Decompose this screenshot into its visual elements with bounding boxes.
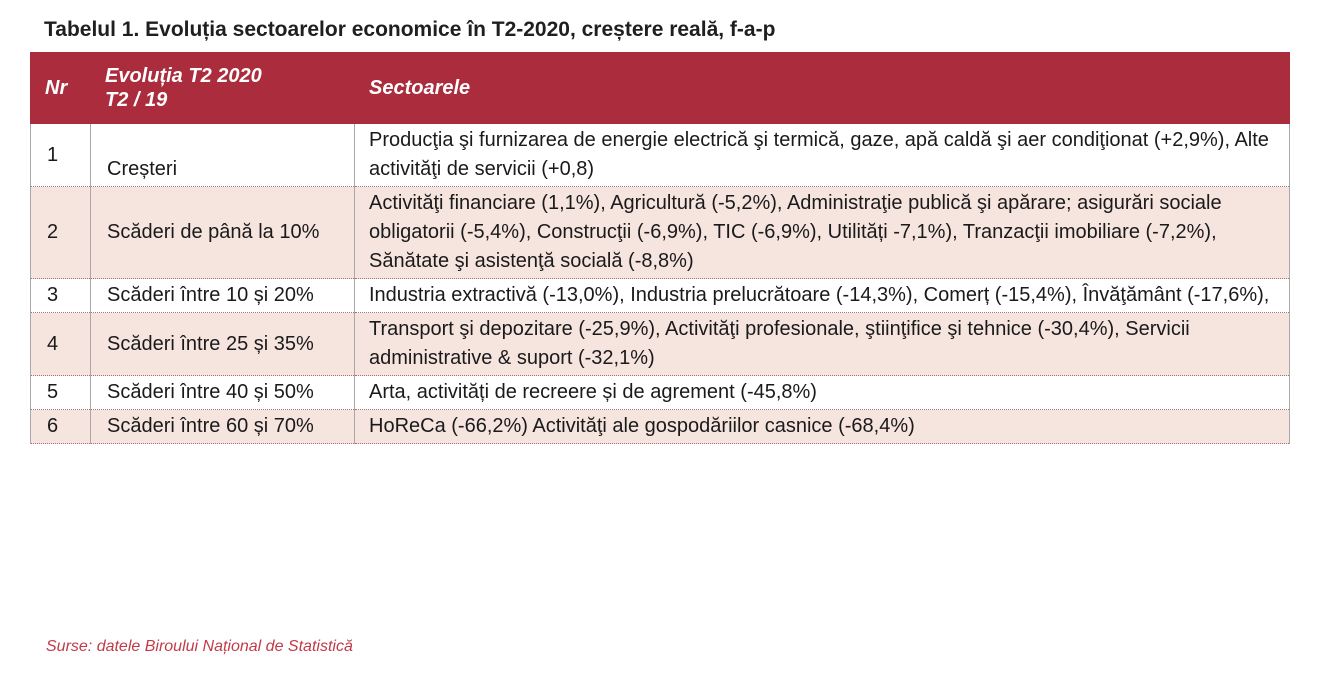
row-nr: 2 — [31, 187, 91, 279]
table-row — [31, 124, 1290, 187]
header-nr: Nr — [31, 53, 91, 124]
header-evolutie-line1: Evoluția T2 2020 — [105, 65, 262, 87]
header-sectoare: Sectoarele — [355, 53, 1290, 124]
row-nr: 6 — [31, 410, 91, 444]
row-evolutie: Scăderi între 25 și 35% — [91, 313, 355, 376]
row-evolutie: Scăderi de până la 10% — [91, 187, 355, 279]
table-row — [31, 279, 1290, 313]
table-row — [31, 313, 1290, 376]
row-sectoare: Transport şi depozitare (-25,9%), Activităţi profesionale, ştiinţifice şi tehnice (-30,4%), Servicii administrative & suport (-32,1%) — [355, 313, 1290, 376]
row-sectoare: Arta, activități de recreere și de agrement (-45,8%) — [355, 376, 1290, 410]
header-evolutie-line2: T2 / 19 — [105, 89, 168, 111]
sectors-table — [30, 52, 1290, 444]
row-sectoare: Producţia şi furnizarea de energie electrică şi termică, gaze, apă caldă şi aer condiţionat (+2,9%), Alte activităţi de servicii (+0,8) — [355, 124, 1290, 187]
row-evolutie: Scăderi între 60 și 70% — [91, 410, 355, 444]
table-header-row — [31, 53, 1290, 124]
table-row — [31, 187, 1290, 279]
row-nr: 3 — [31, 279, 91, 313]
row-nr: 5 — [31, 376, 91, 410]
row-sectoare: Activităţi financiare (1,1%), Agricultură (-5,2%), Administraţie publică şi apărare; asigurări sociale obligatorii (-5,4%), Construcţii (-6,9%), TIC (-6,9%), Utilități -7,1%), Tranzacţii imobiliare (-7,2%), Sănătate şi asistenţă socială (-8,8%) — [355, 187, 1290, 279]
row-sectoare: HoReCa (-66,2%) Activităţi ale gospodăriilor casnice (-68,4%) — [355, 410, 1290, 444]
source-note: Surse: datele Biroului Național de Statistică — [46, 638, 353, 655]
table-caption: Tabelul 1. Evoluția sectoarelor economice în T2-2020, creștere reală, f-a-p — [44, 18, 776, 41]
row-evolutie: Creșteri — [91, 124, 355, 187]
table-row — [31, 410, 1290, 444]
row-nr: 4 — [31, 313, 91, 376]
row-evolutie: Scăderi între 40 și 50% — [91, 376, 355, 410]
row-evolutie: Scăderi între 10 și 20% — [91, 279, 355, 313]
table-row — [31, 376, 1290, 410]
row-sectoare: Industria extractivă (-13,0%), Industria prelucrătoare (-14,3%), Comerț (-15,4%), Învăţământ (-17,6%), — [355, 279, 1290, 313]
row-nr: 1 — [31, 124, 91, 187]
header-evolutie — [91, 53, 355, 124]
